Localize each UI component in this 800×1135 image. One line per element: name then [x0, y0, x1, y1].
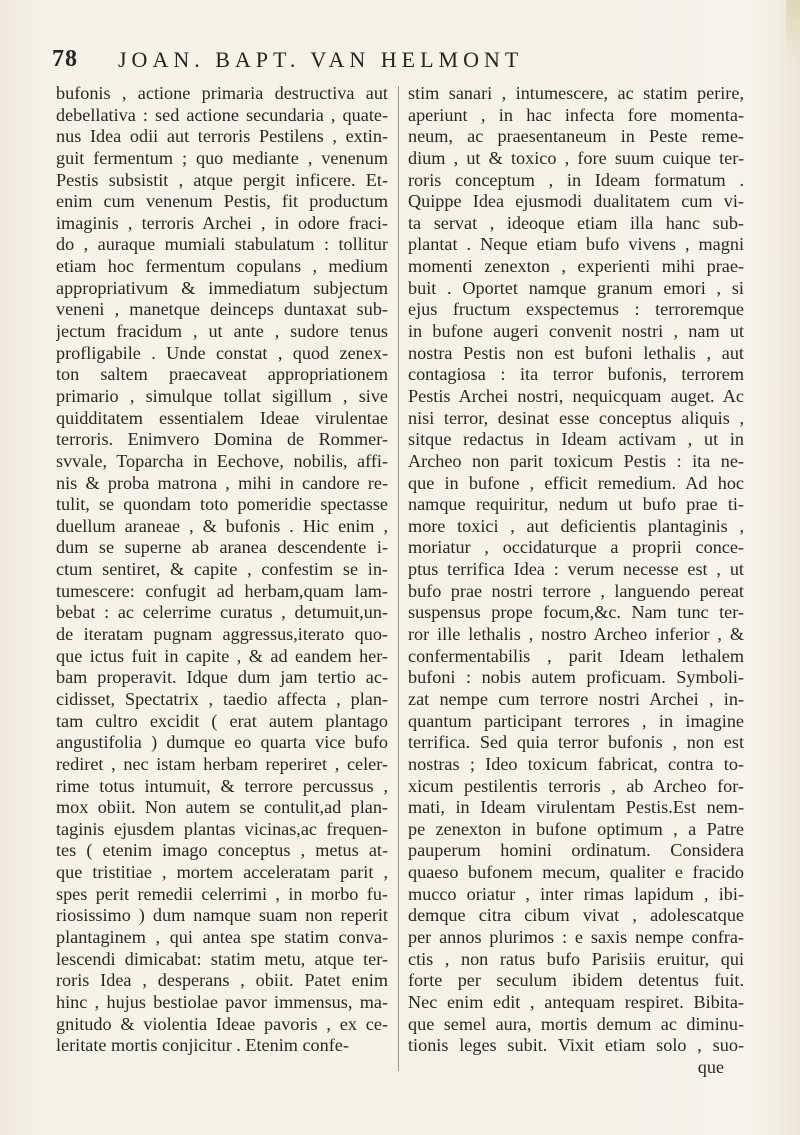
- text-line: profligabile . Unde constat , quod zenex-: [56, 342, 388, 363]
- text-line: dium , ut & toxico , fore suum cuique ter-: [408, 147, 744, 168]
- column-divider: [398, 86, 399, 1071]
- text-line: tionis leges subit. Vixit etiam solo , suo-: [408, 1035, 744, 1056]
- text-line: ptus terrifica Idea : verum necesse est , ut: [408, 559, 744, 580]
- text-line: contagiosa : ita terror bufonis, terrorem: [408, 364, 744, 385]
- text-line: guit fermentum ; quo mediante , venenum: [56, 147, 388, 168]
- right-column: [408, 83, 744, 1078]
- text-line: Archeo non parit toxicum Pestis : ita ne-: [408, 450, 744, 471]
- text-line: suspensus prope focum,&c. Nam tunc ter-: [408, 602, 744, 623]
- text-line: dum se superne ab aranea descendente i-: [56, 537, 388, 558]
- text-line: quidditatem essentialem Ideae virulentae: [56, 407, 388, 428]
- text-line: tes ( etenim imago conceptus , metus at-: [56, 840, 388, 861]
- text-line: mati, in Ideam virulentam Pestis.Est nem-: [408, 797, 744, 818]
- text-line: aperiunt , in hac infecta fore momenta-: [408, 104, 744, 125]
- text-line: zat nempe cum terrore nostri Archei , in-: [408, 688, 744, 709]
- text-line: debellativa : sed actione secundaria , quate-: [56, 104, 388, 125]
- text-line: rime totus intumuit, & terrore percussus ,: [56, 775, 388, 796]
- text-line: xicum pestilentis terroris , ab Archeo for-: [408, 775, 744, 796]
- text-line: moriatur , occidaturque a proprii conce-: [408, 537, 744, 558]
- text-line: neum, ac praesentaneum in Peste reme-: [408, 126, 744, 147]
- text-line: imaginis , terroris Archei , in odore fraci-: [56, 212, 388, 233]
- text-line: namque requiritur, nedum ut bufo prae ti-: [408, 494, 744, 515]
- text-line: plantat . Neque etiam bufo vivens , magni: [408, 234, 744, 255]
- text-line: Quippe Idea ejusmodi dualitatem cum vi-: [408, 191, 744, 212]
- text-line: que ictus fuit in capite , & ad eandem her-: [56, 645, 388, 666]
- left-column: [56, 83, 388, 1057]
- text-line: forte per seculum ibidem detentus fuit.: [408, 970, 744, 991]
- text-line: quantum participant terrores , in imagine: [408, 710, 744, 731]
- text-line: nostra Pestis non est bufoni lethalis , aut: [408, 342, 744, 363]
- text-line: duellum araneae , & bufonis . Hic enim ,: [56, 515, 388, 536]
- text-line: tulit, se quondam toto pomeridie spectasse: [56, 494, 388, 515]
- text-line: de iteratam pugnam aggressus,iterato quo-: [56, 624, 388, 645]
- text-line: jectum fracidum , ut ante , sudore tenus: [56, 321, 388, 342]
- text-line: hinc , hujus bestiolae pavor immensus, ma-: [56, 991, 388, 1012]
- text-line: bufo prae nostri terrore , languendo pereat: [408, 580, 744, 601]
- text-line: demque citra cibum vivat , adolescatque: [408, 905, 744, 926]
- text-line: rediret , nec istam herbam reperiret , celer-: [56, 753, 388, 774]
- text-line: veneni , manetque deinceps duntaxat sub-: [56, 299, 388, 320]
- running-head: JOAN. BAPT. VAN HELMONT: [118, 47, 524, 72]
- text-line: terrifica. Sed quia terror bufonis , non est: [408, 732, 744, 753]
- text-line: Pestis subsistit , atque pergit inficere. Et-: [56, 169, 388, 190]
- page-header: [0, 46, 800, 76]
- text-line: gnitudo & violentia Ideae pavoris , ex ce-: [56, 1013, 388, 1034]
- text-line: nis & proba matrona , mihi in candore re-: [56, 472, 388, 493]
- text-line: nisi terror, desinat esse conceptus aliquis ,: [408, 407, 744, 428]
- text-line: que semel aura, mortis demum ac diminu-: [408, 1013, 744, 1034]
- text-line: do , auraque mumiali stabulatum : tollitur: [56, 234, 388, 255]
- text-line: roris Idea , desperans , obiit. Patet enim: [56, 970, 388, 991]
- text-line: taginis ejusdem plantas vicinas,ac frequen-: [56, 818, 388, 839]
- text-line: in bufone augeri convenit nostri , nam ut: [408, 321, 744, 342]
- text-line: que: [697, 1056, 724, 1077]
- text-line: tam cultro excidit ( erat autem plantago: [56, 710, 388, 731]
- text-line: quaeso bufonem mecum, qualiter e fracido: [408, 862, 744, 883]
- text-line: roris conceptum , in Ideam formatum .: [408, 169, 744, 190]
- text-line: primario , simulque tollat sigillum , sive: [56, 385, 388, 406]
- text-line: que tristitiae , mortem acceleratam parit ,: [56, 862, 388, 883]
- text-line: leritate mortis conjicitur . Etenim confe-: [56, 1035, 349, 1056]
- text-line: ctis , non ratus bufo Parisiis eruitur, qui: [408, 948, 744, 969]
- text-line: tumescere: confugit ad herbam,quam lam-: [56, 580, 388, 601]
- text-line: sitque redactus in Ideam activam , ut in: [408, 429, 744, 450]
- text-line: stim sanari , intumescere, ac statim perire,: [408, 83, 744, 103]
- text-line: svvale, Toparcha in Eechove, nobilis, affi-: [56, 450, 388, 471]
- text-line: confermentabilis , parit Ideam lethalem: [408, 645, 744, 666]
- text-line: lescendi dimicabat: statim metu, atque ter-: [56, 948, 388, 969]
- text-line: plantaginem , qui antea spe statim conva-: [56, 926, 388, 947]
- text-line: more toxici , aut deficientis plantaginis ,: [408, 515, 744, 536]
- text-line: ror ille lethalis , nostro Archeo inferior , &: [408, 624, 744, 645]
- text-line: enim cum venenum Pestis, fit productum: [56, 191, 388, 212]
- text-line: nostras ; Ideo toxicum fabricat, contra to-: [408, 753, 744, 774]
- text-line: cidisset, Spectatrix , taedio affecta , plan-: [56, 688, 388, 709]
- text-line: riosissimo ) dum namque suam non reperit: [56, 905, 388, 926]
- text-line: ta servat , ideoque etiam illa hanc sub-: [408, 212, 744, 233]
- text-line: terroris. Enimvero Domina de Rommer-: [56, 429, 388, 450]
- text-line: Nec enim edit , antequam respiret. Bibita-: [408, 991, 744, 1012]
- text-line: pauperum homini ordinatum. Considera: [408, 840, 744, 861]
- text-line: ctum sentiret, & capite , confestim se in-: [56, 559, 388, 580]
- page-number: 78: [52, 46, 78, 72]
- text-line: bam properavit. Idque dum jam tertio ac-: [56, 667, 388, 688]
- text-line: angustifolia ) dumque eo quarta vice bufo: [56, 732, 388, 753]
- text-line: que in bufone , efficit remedium. Ad hoc: [408, 472, 744, 493]
- text-line: spes perit remedii celerrimi , in morbo fu-: [56, 883, 388, 904]
- text-line: bebat : ac celerrime curatus , detumuit,un-: [56, 602, 388, 623]
- text-line: Pestis Archei nostri, nequicquam auget. Ac: [408, 385, 744, 406]
- text-line: ton saltem praecaveat appropriationem: [56, 364, 388, 385]
- text-line: momenti zenexton , experienti mihi prae-: [408, 256, 744, 277]
- text-line: appropriativum & immediatum subjectum: [56, 277, 388, 298]
- text-line: etiam hoc fermentum copulans , medium: [56, 256, 388, 277]
- text-line: ejus fructum exspectemus : terroremque: [408, 299, 744, 320]
- text-line: bufonis , actione primaria destructiva aut: [56, 83, 388, 103]
- text-line: bufoni : nobis autem proficuam. Symboli-: [408, 667, 744, 688]
- text-line: nus Idea odii aut terroris Pestilens , extin-: [56, 126, 388, 147]
- text-line: mucco oriatur , inter rimas lapidum , ibi-: [408, 883, 744, 904]
- text-line: buit . Oportet namque granum emori , si: [408, 277, 744, 298]
- text-line: mox obiit. Non autem se contulit,ad plan-: [56, 797, 388, 818]
- text-line: per annos plurimos : e saxis nempe confra-: [408, 926, 744, 947]
- text-line: pe zenexton in bufone optimum , a Patre: [408, 818, 744, 839]
